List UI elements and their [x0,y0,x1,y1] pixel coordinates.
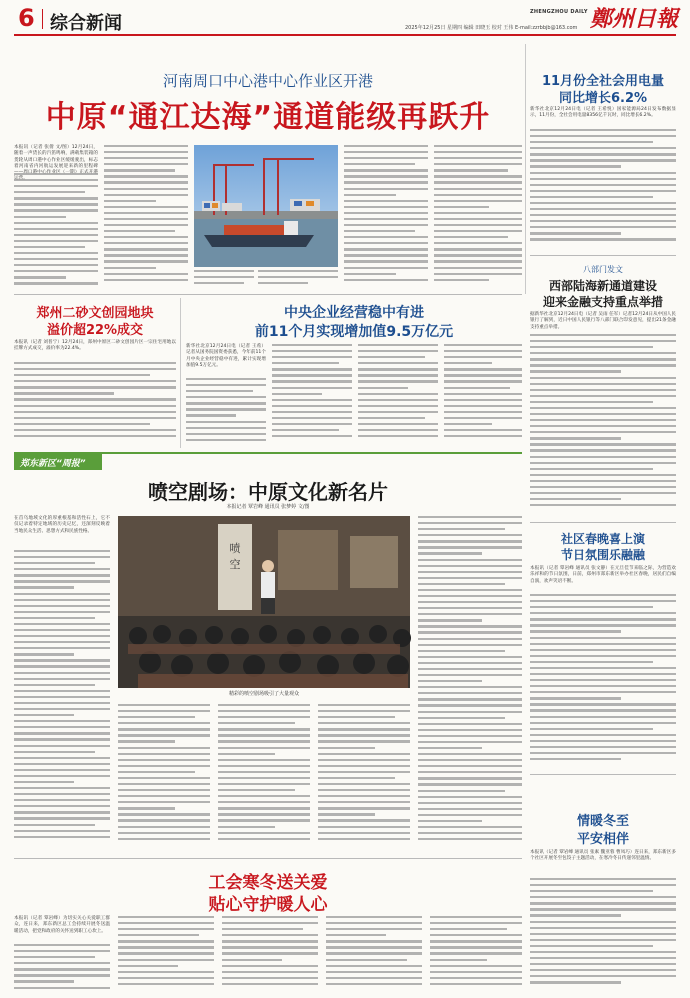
lead-column-3 [194,270,254,291]
warm-headline-1: 情暖冬至 [576,814,629,829]
electricity-body [530,129,676,247]
union-headline-1: 工会寒冬送关爱 [208,873,328,893]
union-column-5 [430,916,522,994]
gala-lede: 本报讯（记者 覃岩峰 通讯员 张文静）在元旦佳节来临之际，为营造欢乐祥和的节日氛围，日前，郑州市郑东新区举办社区春晚，居民们自编自演，欢声笑语不断。 [530,566,676,584]
feature-byline: 本报记者 覃岩峰 通讯员 张梦婷 文/图 [226,504,310,510]
svg-text:喷: 喷 [229,542,241,555]
feature-story [14,470,522,854]
warm-story [530,778,676,994]
lead-column-6 [434,145,522,291]
rule-electricity-finance [530,255,676,256]
masthead-rule [14,34,676,36]
warm-body [530,878,676,992]
finance-headline-1: 西部陆海新通道建设 [548,279,657,293]
page-number: 6 [18,4,35,32]
soe-column-3 [358,344,438,446]
masthead [0,0,690,40]
svg-text:空: 空 [229,558,241,571]
gala-headline-1: 社区春晚喜上演 [560,532,645,546]
trade-headline-1: 郑州二砂文创园地块 [36,306,154,321]
feature-column-2 [118,704,210,852]
feature-column-3 [218,704,310,852]
rule-trade-soe [180,298,181,448]
union-headline-2: 贴心守护暖人心 [208,895,328,915]
lead-column-5 [344,145,428,291]
feature-tag: 郑东新区“周报” [20,459,86,469]
finance-body [530,334,676,514]
lead-column-1 [14,173,98,291]
union-column-1 [14,944,110,994]
paper-name-logo: 鄭州日報 [590,6,679,32]
electricity-headline-1: 11月份全社会用电量 [541,74,665,89]
feature-lede: 在首乌地域文化的厚重根基和活性石上，它不仅记录着特定地域的历史记忆，还深刻反映着当地民众生活、思想方式和民族性格。 [14,516,110,534]
port-photo [194,145,338,267]
gala-story [530,526,676,770]
lead-lede: 本报讯（记者 张倩 文/图）12月24日，随着一声货长的汽笛鸣响，满载集装箱的货轮从周口港中心作业区缓缓驶出，标志着河南省内河航运发展迎来新的里程碑 [14,145,98,169]
rule-feature-bottom [14,858,522,859]
finance-story [530,258,676,518]
feature-column-1 [14,550,110,852]
theater-photo-caption: 精彩的喷空剧场吸引了大量观众 [228,691,299,697]
rule-gala-warm [530,774,676,775]
soe-headline-1: 中央企业经营稳中有进 [284,305,424,321]
trade-story [14,298,176,448]
union-column-4 [326,916,422,994]
electricity-headline-2: 同比增长6.2% [558,91,648,106]
feature-tag-badge [14,454,102,470]
soe-column-4 [444,344,522,446]
feature-headline: 喷空剧场：中原文化新名片 [148,480,388,504]
lead-headline: 中原“通江达海”通道能级再跃升 [45,100,491,135]
gala-headline-2: 节日氛围乐融融 [560,548,645,562]
soe-story [186,298,522,448]
column-rule-right [525,44,526,294]
port-cranes-illustration [194,145,338,267]
theater-stage-illustration [118,516,410,688]
finance-headline-2: 迎来金融支持重点举措 [542,295,663,309]
soe-lede: 新华社北京12月24日电（记者 王希）记者从国务院国资委获悉，今年前11个月中央企业经营稳中有进，累计实现增加值9.5万亿元。 [186,344,266,368]
daily-english-name: ZHENGZHOU DAILY [530,9,588,15]
soe-headline-2: 前11个月实现增加值9.5万亿元 [254,324,454,340]
rule-lead-bottom [14,294,522,295]
trade-lede: 本报讯（记者 刘普宁）12月24日，郑州中原区二砂文创园片区一宗住宅用地以挂牌方式成交，溢价率为22.4%。 [14,340,176,352]
union-story [14,862,522,994]
gala-body [530,594,676,768]
electricity-lede: 新华社北京12月24日电（记者 王希悦）国家能源局24日发布数据显示，11月份，全社会用电量8356亿千瓦时，同比增长6.2%。 [530,107,676,119]
lead-kicker: 河南周口中心港中心作业区开港 [162,72,373,90]
union-lede: 本报讯（记者 覃岩峰）为切实关心关爱职工群众，连日来，郑东新区总工会持续开展冬送温暖活动，把党和政府的关怀送到职工心坎上。 [14,916,110,934]
lead-column-4 [258,270,338,291]
date-line: 2025年12月25日 星期四 编辑 田晓玉 校对 王伟 E-mail:zzrbbjb@163.com [405,25,578,31]
lead-column-2 [104,145,188,291]
trade-headline-2: 溢价超22%成交 [46,323,144,338]
section-name: 综合新闻 [50,13,122,34]
union-column-2 [118,916,214,994]
finance-kicker: 八部门发文 [583,265,623,274]
soe-column-2 [272,344,352,446]
feature-column-4 [318,704,410,852]
section-divider [42,9,43,29]
warm-lede: 本报讯（记者 覃岩峰 通讯员 张素 魏亚蓉 曹凤巧）连日来，郑东新区多个社区开展冬至包饺子主题活动，在寒冷冬日传递邻里温情。 [530,850,676,862]
theater-photo [118,516,410,688]
electricity-story [530,40,676,250]
trade-body [14,362,176,446]
finance-lede: 据新华社北京12月24日电（记者 吴雨 任军）记者12月24日从中国人民银行了解到，近日中国人民银行等八部门联合印发意见，提出21条金融支持重点举措。 [530,312,676,330]
feature-column-5 [418,516,522,852]
warm-headline-2: 平安相伴 [576,832,629,847]
lead-story [14,40,522,292]
rule-finance-gala [530,522,676,523]
union-column-3 [222,916,318,994]
soe-column-1 [186,378,266,446]
